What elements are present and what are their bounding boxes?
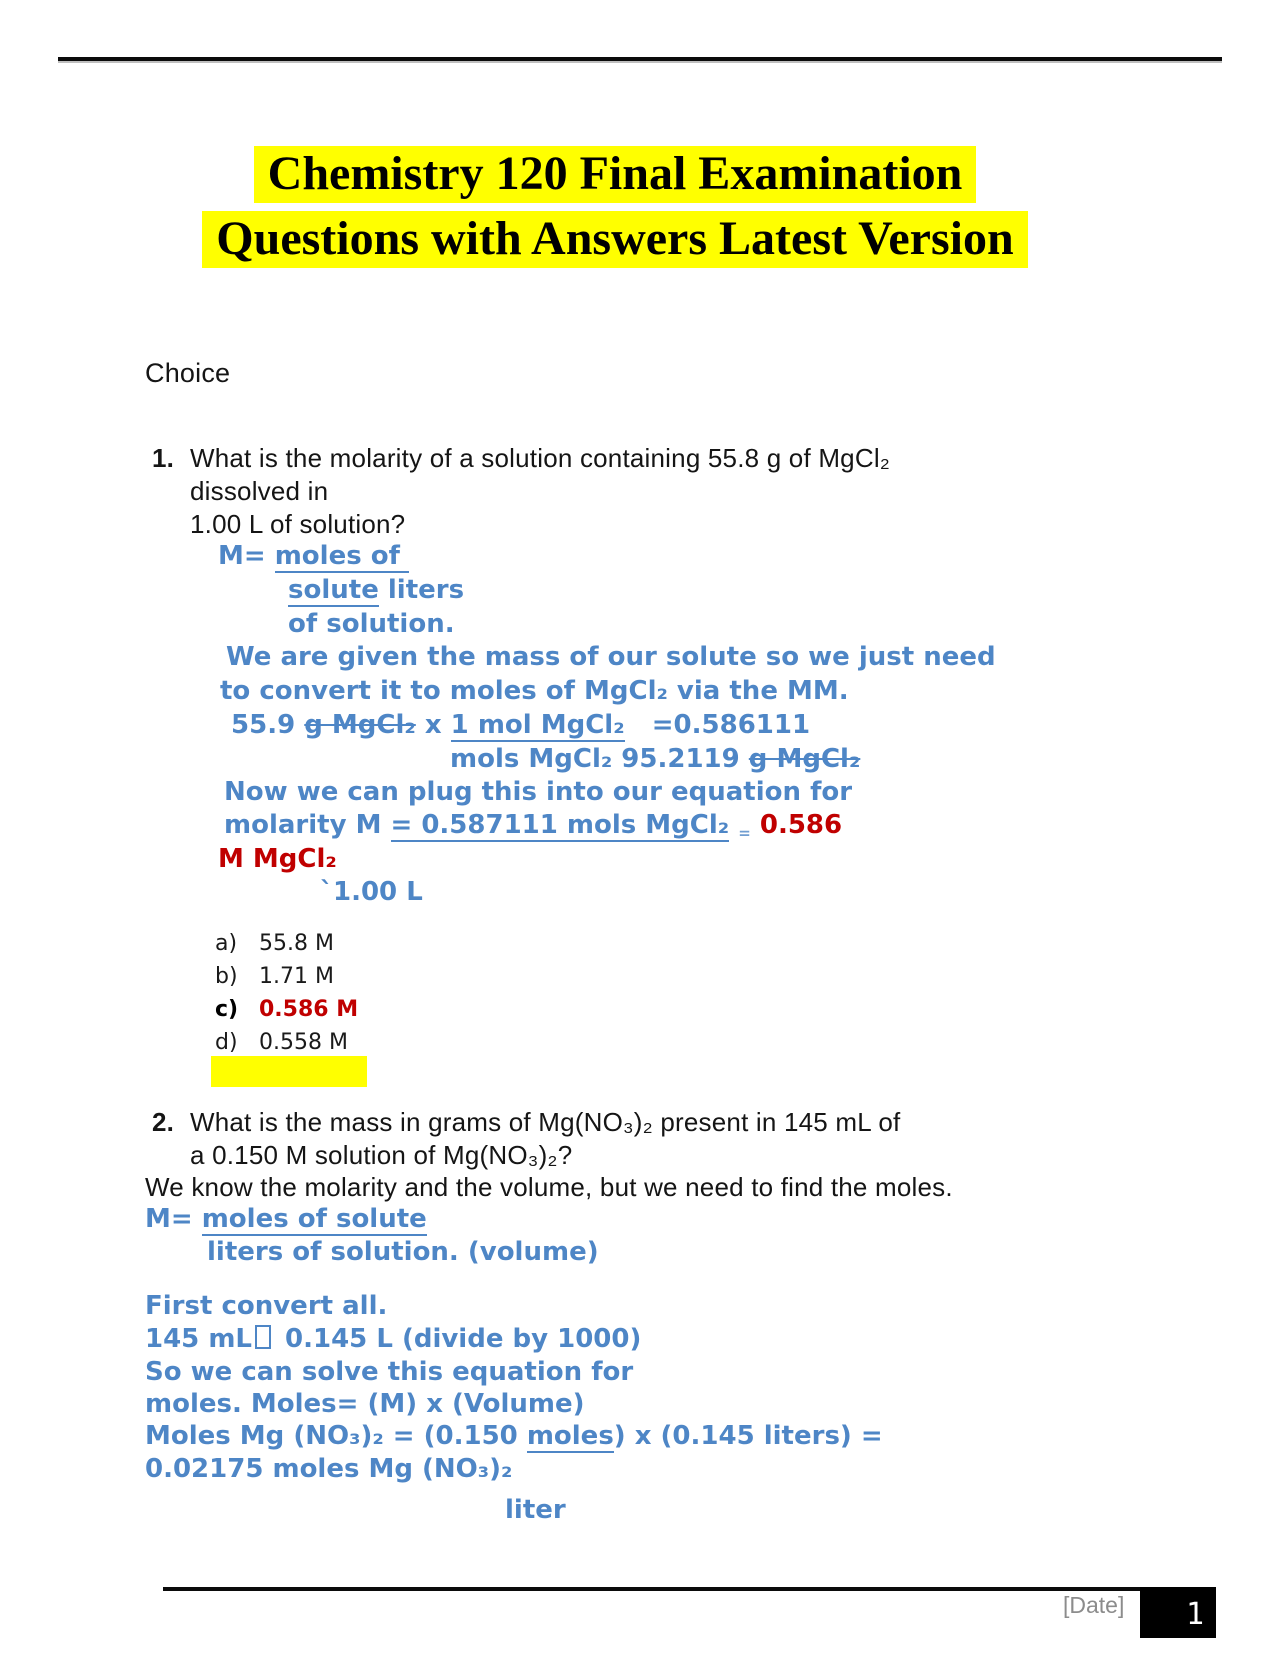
q1-work-line-8: Now we can plug this into our equation for: [224, 777, 853, 807]
title-highlight: Chemistry 120 Final Examination: [254, 146, 977, 203]
option-a-value: 55.8 M: [259, 931, 334, 956]
option-b: [215, 964, 334, 989]
q2-work-line-9: liter: [505, 1495, 566, 1525]
q1-work-line-7: mols MgCl₂ 95.2119 g MgCl₂: [450, 744, 861, 774]
q1-work-line-3: of solution.: [288, 609, 455, 639]
q2-work-line-3: First convert all.: [145, 1291, 388, 1321]
document-title-line-2: [0, 207, 1230, 270]
page-number-box: [1140, 1587, 1216, 1638]
q1-work-line-1: M= moles of: [218, 541, 409, 571]
page-number: 1: [1185, 1597, 1204, 1632]
footer-rule: [163, 1587, 1215, 1591]
answer-highlight-box: [211, 1056, 367, 1087]
q2-question-line-1: [152, 1108, 900, 1138]
section-label: Choice: [145, 358, 231, 388]
q2-work-line-7: Moles Mg (NO₃)₂ = (0.150 moles) x (0.145 liters) =: [145, 1421, 883, 1451]
q2-work-line-4: 145 mL 0.145 L (divide by 1000): [145, 1324, 642, 1354]
q2-work-line-1: M= moles of solute: [145, 1204, 427, 1234]
q2-work-line-6: moles. Moles= (M) x (Volume): [145, 1389, 585, 1419]
q2-number: 2.: [152, 1107, 175, 1137]
option-b-value: 1.71 M: [259, 964, 334, 989]
q1-question-line-2: dissolved in: [190, 476, 329, 506]
top-rule: [58, 57, 1222, 61]
option-d-value: 0.558 M: [259, 1030, 348, 1055]
q1-number: 1.: [152, 443, 175, 473]
option-a: [215, 931, 334, 956]
option-a-label: a): [215, 931, 238, 956]
title-highlight: Questions with Answers Latest Version: [202, 211, 1027, 268]
q2-question-text: What is the mass in grams of Mg(NO₃)₂ present in 145 mL of: [190, 1107, 901, 1137]
q1-work-line-2: solute liters: [288, 575, 465, 605]
option-c-label: c): [215, 997, 239, 1022]
q1-work-line-9: molarity M = 0.587111 mols MgCl₂ = 0.586: [224, 810, 843, 842]
q2-intro-line: We know the molarity and the volume, but we need to find the moles.: [145, 1172, 953, 1202]
option-c-value: 0.586 M: [259, 997, 359, 1022]
q2-question-line-2: a 0.150 M solution of Mg(NO₃)₂?: [190, 1140, 573, 1170]
q1-work-line-6: 55.9 g MgCl₂ x 1 mol MgCl₂ =0.586111: [222, 710, 811, 740]
option-d: [215, 1030, 348, 1055]
option-b-label: b): [215, 964, 238, 989]
q2-work-line-5: So we can solve this equation for: [145, 1357, 634, 1387]
document-title-line-1: [0, 142, 1230, 205]
q1-work-line-4: We are given the mass of our solute so we just need: [226, 642, 996, 672]
q1-question-line-3: 1.00 L of solution?: [190, 509, 406, 539]
option-c: [215, 997, 358, 1022]
q1-work-line-11: `1.00 L: [320, 877, 423, 907]
q2-work-line-8: 0.02175 moles Mg (NO₃)₂: [145, 1454, 513, 1484]
option-d-label: d): [215, 1030, 238, 1055]
q1-work-line-5: to convert it to moles of MgCl₂ via the MM.: [220, 676, 849, 706]
q1-work-line-10: M MgCl₂: [218, 844, 337, 874]
date-placeholder: [Date]: [1063, 1592, 1125, 1618]
q2-work-line-2: liters of solution. (volume): [207, 1237, 599, 1267]
q1-question-line-1: [152, 444, 890, 474]
q1-question-text: What is the molarity of a solution containing 55.8 g of MgCl₂: [190, 443, 891, 473]
